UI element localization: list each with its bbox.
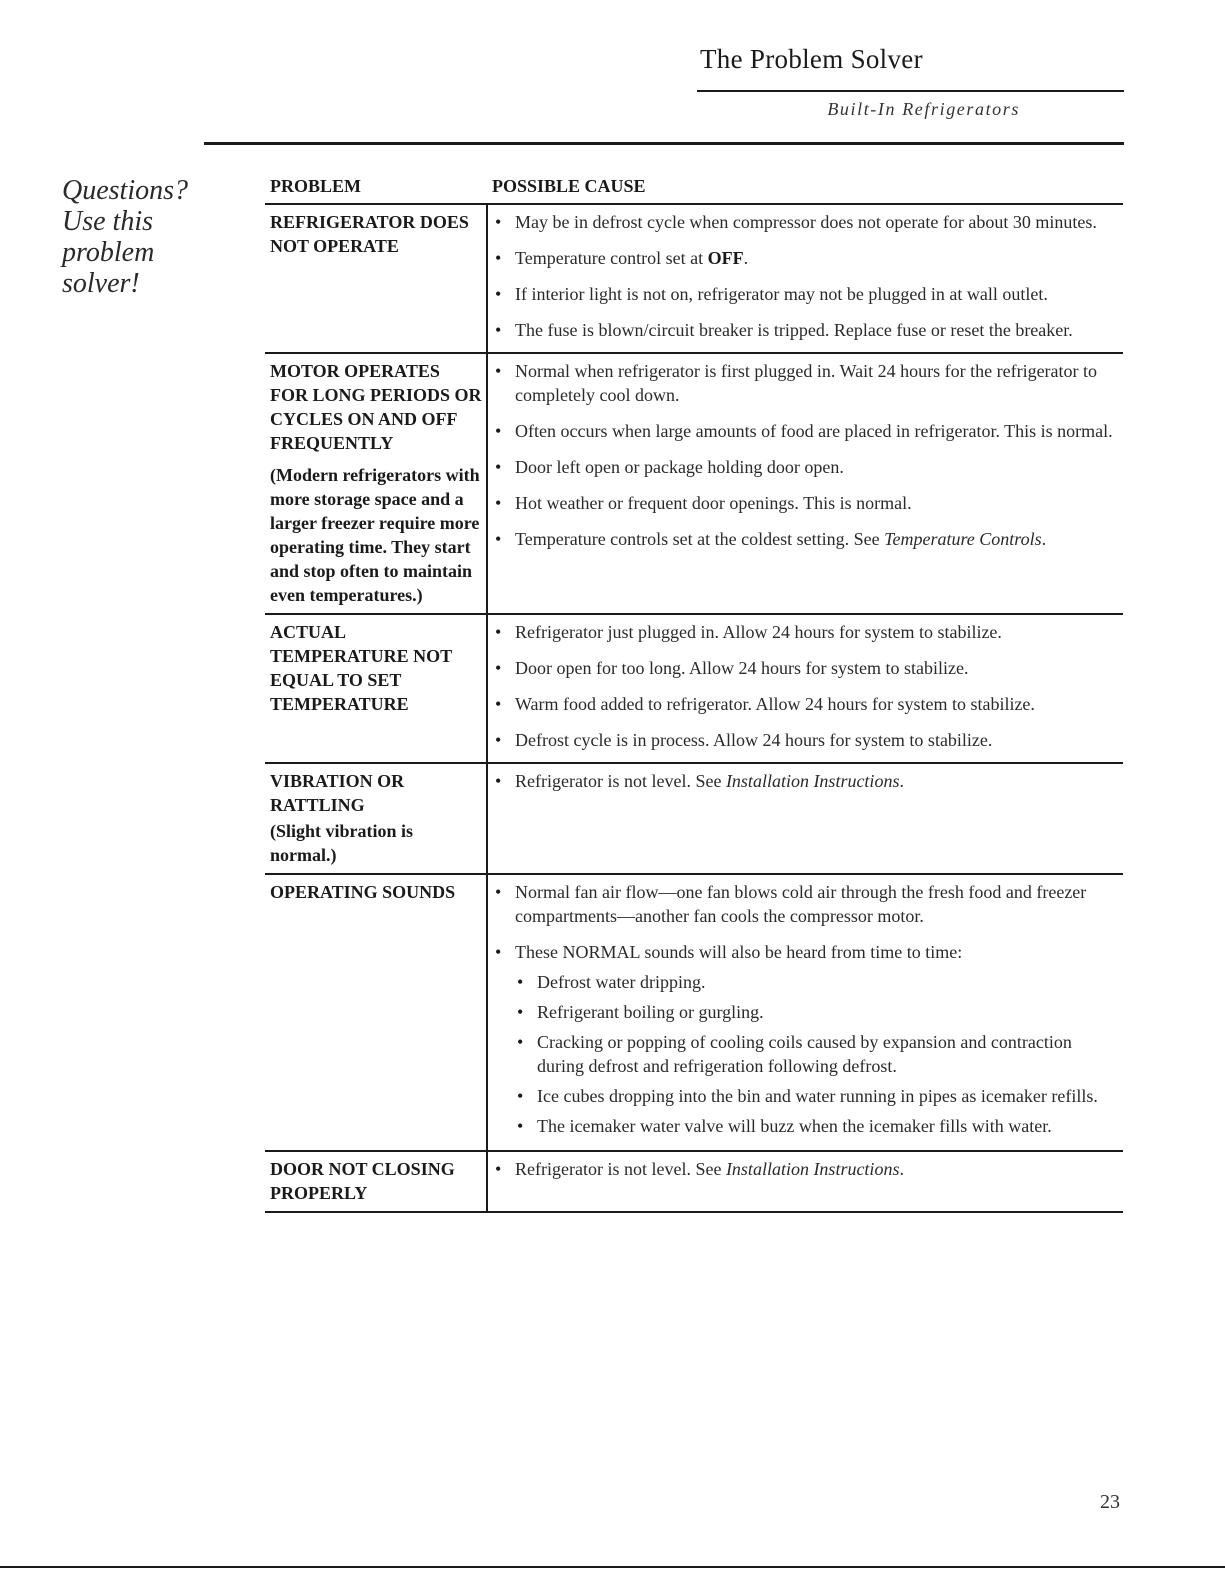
cause-list <box>493 1157 1118 1181</box>
cause-item <box>493 769 1118 793</box>
cause-cell <box>487 874 1123 1151</box>
table-row <box>265 874 1123 1151</box>
problem-title: DOOR NOT CLOSING PROPERLY <box>270 1159 455 1203</box>
cause-text: Temperature controls set at the coldest setting. See <box>515 529 885 549</box>
table-header-row <box>265 176 1123 204</box>
problem-cell <box>265 204 487 353</box>
problem-cell <box>265 614 487 763</box>
cause-text: Temperature control set at <box>515 248 708 268</box>
cause-item: • Door open for too long. Allow 24 hours for system to stabilize. <box>493 656 1118 680</box>
cause-cell <box>487 204 1123 353</box>
cause-list <box>493 769 1118 793</box>
cause-emphasis: OFF <box>707 248 744 268</box>
cause-item: • Warm food added to refrigerator. Allow 24 hours for system to stabilize. <box>493 692 1118 716</box>
sub-cause-item: • Cracking or popping of cooling coils caused by expansion and contraction during defrost and refrigeration following defrost. <box>515 1030 1118 1078</box>
sidebar-line: solver! <box>62 268 140 299</box>
problem-note: (Modern refrigerators with more storage space and a larger freezer require more operating time. They start and stop often to maintain even temperatures.) <box>270 465 480 605</box>
column-header-problem: PROBLEM <box>265 176 487 204</box>
cause-list <box>493 210 1118 342</box>
cause-text: Refrigerator is not level. See <box>515 1159 726 1179</box>
cause-item <box>493 940 1118 1138</box>
problem-title: MOTOR OPERATES FOR LONG PERIODS OR CYCLES ON AND OFF FREQUENTLY <box>270 361 482 453</box>
cause-item: • Hot weather or frequent door openings. This is normal. <box>493 491 1118 515</box>
problem-title: ACTUAL TEMPERATURE NOT EQUAL TO SET TEMPERATURE <box>270 622 452 714</box>
cause-text: Refrigerator is not level. See <box>515 771 726 791</box>
cause-list <box>493 359 1118 551</box>
problem-title: VIBRATION OR RATTLING <box>270 771 405 815</box>
cause-item <box>493 1157 1118 1181</box>
cause-item: • Normal fan air flow—one fan blows cold air through the fresh food and freezer compartments—another fan cools the compressor motor. <box>493 880 1118 928</box>
cause-item: • The fuse is blown/circuit breaker is tripped. Replace fuse or reset the breaker. <box>493 318 1118 342</box>
sub-cause-item: • Ice cubes dropping into the bin and water running in pipes as icemaker refills. <box>515 1084 1118 1108</box>
problem-note: (Slight vibration is normal.) <box>270 821 414 865</box>
sub-cause-item: • The icemaker water valve will buzz when the icemaker fills with water. <box>515 1114 1118 1138</box>
sidebar-line: Questions? <box>62 175 188 206</box>
problem-cell <box>265 1151 487 1212</box>
cause-text: . <box>899 1159 904 1179</box>
cause-item: • May be in defrost cycle when compressor does not operate for about 30 minutes. <box>493 210 1118 234</box>
problem-title: OPERATING SOUNDS <box>270 882 456 902</box>
cause-cell <box>487 763 1123 874</box>
column-header-cause: POSSIBLE CAUSE <box>487 176 1123 204</box>
cause-item: • Door left open or package holding door open. <box>493 455 1118 479</box>
problem-solver-table <box>265 176 1123 1213</box>
cause-text: These NORMAL sounds will also be heard from time to time: <box>515 942 963 962</box>
cause-cell <box>487 614 1123 763</box>
page-subtitle: Built-In Refrigerators <box>827 99 1020 119</box>
cause-item: • If interior light is not on, refrigerator may not be plugged in at wall outlet. <box>493 282 1118 306</box>
sidebar-line: Use this <box>62 206 153 237</box>
title-rule <box>697 90 1124 92</box>
cause-item: • Refrigerator just plugged in. Allow 24 hours for system to stabilize. <box>493 620 1118 644</box>
table-row <box>265 763 1123 874</box>
bottom-rule <box>0 1566 1225 1568</box>
cause-item <box>493 246 1118 270</box>
problem-cell <box>265 763 487 874</box>
problem-cell <box>265 353 487 614</box>
table-row <box>265 614 1123 763</box>
page-title: The Problem Solver <box>700 44 923 74</box>
cause-list <box>493 620 1118 752</box>
sub-cause-item: • Refrigerant boiling or gurgling. <box>515 1000 1118 1024</box>
problem-title: REFRIGERATOR DOES NOT OPERATE <box>270 212 469 256</box>
cause-cell <box>487 353 1123 614</box>
sub-cause-list <box>515 970 1118 1138</box>
problem-cell <box>265 874 487 1151</box>
cause-item: • Normal when refrigerator is first plugged in. Wait 24 hours for the refrigerator to completely cool down. <box>493 359 1118 407</box>
table-row <box>265 353 1123 614</box>
table-row <box>265 1151 1123 1212</box>
sub-cause-item: • Defrost water dripping. <box>515 970 1118 994</box>
cause-reference: Installation Instructions <box>725 1159 900 1179</box>
sidebar-line: problem <box>62 237 155 268</box>
cause-item: • Often occurs when large amounts of food are placed in refrigerator. This is normal. <box>493 419 1118 443</box>
sidebar-note <box>62 175 222 299</box>
cause-text: . <box>743 248 749 268</box>
cause-reference: Temperature Controls <box>884 529 1042 549</box>
cause-item <box>493 527 1118 551</box>
table-row <box>265 204 1123 353</box>
cause-cell <box>487 1151 1123 1212</box>
cause-reference: Installation Instructions <box>725 771 900 791</box>
cause-list <box>493 880 1118 1138</box>
header-rule <box>204 142 1124 145</box>
cause-text: . <box>899 771 904 791</box>
page-number: 23 <box>1100 1491 1120 1513</box>
cause-text: . <box>1041 529 1047 549</box>
cause-item: • Defrost cycle is in process. Allow 24 hours for system to stabilize. <box>493 728 1118 752</box>
